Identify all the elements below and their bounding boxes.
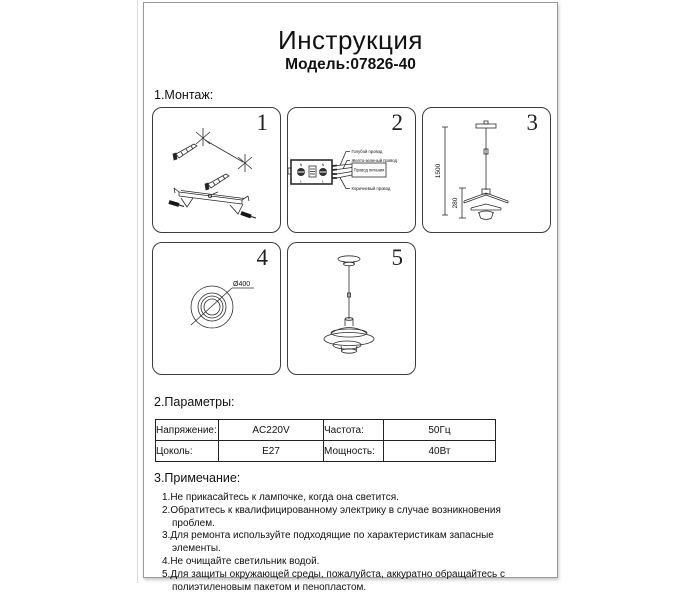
- model-number: Модель:07826-40: [285, 56, 416, 73]
- note-item: 5.Для защиты окружающей среды, пожалуйста, аккуратно обращайтесь с полиэтиленовым пакетом и пенопластом.: [162, 568, 506, 593]
- lamp-canopy-icon: [338, 256, 360, 266]
- montage-step-4-panel: [152, 242, 281, 375]
- param-label: Мощность:: [324, 441, 384, 462]
- blue-wire-label: Голубой провод: [351, 149, 383, 154]
- terminal-n-label: N: [299, 163, 303, 167]
- step-number: 4: [256, 245, 268, 270]
- screw-anchor-icon: [173, 144, 229, 190]
- note-item: 1.Не прикасайтесь к лампочке, когда она светится.: [162, 492, 399, 503]
- table-row: [156, 441, 496, 462]
- montage-step-3-panel: [422, 107, 551, 233]
- param-value: 50Гц: [384, 420, 496, 441]
- yellow-green-wire-label: Желто-зеленый провод: [351, 158, 397, 163]
- section-heading-montage: 1.Монтаж:: [154, 88, 214, 102]
- terminal-l-label: L: [300, 179, 302, 184]
- param-label: Частота:: [324, 420, 384, 441]
- lamp-shade-icon: [464, 189, 508, 220]
- left-page-edge-line: [137, 0, 138, 583]
- label-leader-lines: [340, 152, 350, 189]
- section-heading-parameters: 2.Параметры:: [154, 395, 235, 409]
- lamp-canopy-icon: [476, 121, 496, 128]
- param-value: E27: [219, 441, 324, 462]
- notes-list: [162, 492, 542, 594]
- montage-step-1-panel: [152, 107, 281, 233]
- section-heading-notes: 3.Примечание:: [154, 471, 241, 485]
- diameter-leader-line: [191, 288, 254, 325]
- terminal-l-label: L: [322, 179, 324, 184]
- shade-height-dimension: 280: [452, 197, 459, 209]
- montage-step-5-panel: [287, 242, 416, 375]
- param-label: Цоколь:: [156, 441, 219, 462]
- lamp-top-view: [153, 243, 280, 374]
- note-item: 3.Для ремонта используйте подходящие по характеристикам запасные элементы.: [162, 530, 494, 555]
- param-value: 40Вт: [384, 441, 496, 462]
- parameters-table: [155, 419, 496, 462]
- assembled-lamp-view: [288, 243, 415, 374]
- table-row: [156, 420, 496, 441]
- terminal-block-icon: [288, 160, 332, 184]
- param-label: Напряжение:: [156, 420, 219, 441]
- page-title: Инструкция: [278, 25, 423, 55]
- step-number: 3: [526, 110, 538, 135]
- brown-wire-label: Коричневый провод: [351, 186, 391, 191]
- lamp-shades-icon: [324, 318, 374, 354]
- power-cord-label: Провод питания: [353, 167, 385, 173]
- montage-step-2-panel: [287, 107, 416, 233]
- drill-mark-icon: [196, 128, 252, 172]
- step-number: 2: [391, 110, 403, 135]
- param-value: AC220V: [219, 420, 324, 441]
- lamp-cable-icon: [348, 266, 351, 319]
- bracket-mounting-diagram: [153, 108, 280, 232]
- note-item: 4.Не очищайте светильник водой.: [162, 555, 320, 567]
- step-number: 5: [391, 245, 403, 270]
- step-number: 1: [256, 110, 268, 135]
- wires-icon: [332, 164, 352, 178]
- pendant-lamp-side-view: [423, 108, 550, 232]
- lamp-cable-icon: [484, 128, 488, 190]
- mounting-bracket-icon: [174, 188, 249, 214]
- wiring-diagram: [288, 108, 415, 232]
- terminal-n-label: N: [321, 163, 325, 167]
- overall-height-dimension: 1500: [435, 163, 442, 179]
- diameter-dimension: Ø400: [233, 281, 251, 288]
- instruction-page: [143, 2, 558, 593]
- note-item: 2.Обратитесь к квалифицированному электрику в случае возникновения проблем.: [162, 504, 501, 529]
